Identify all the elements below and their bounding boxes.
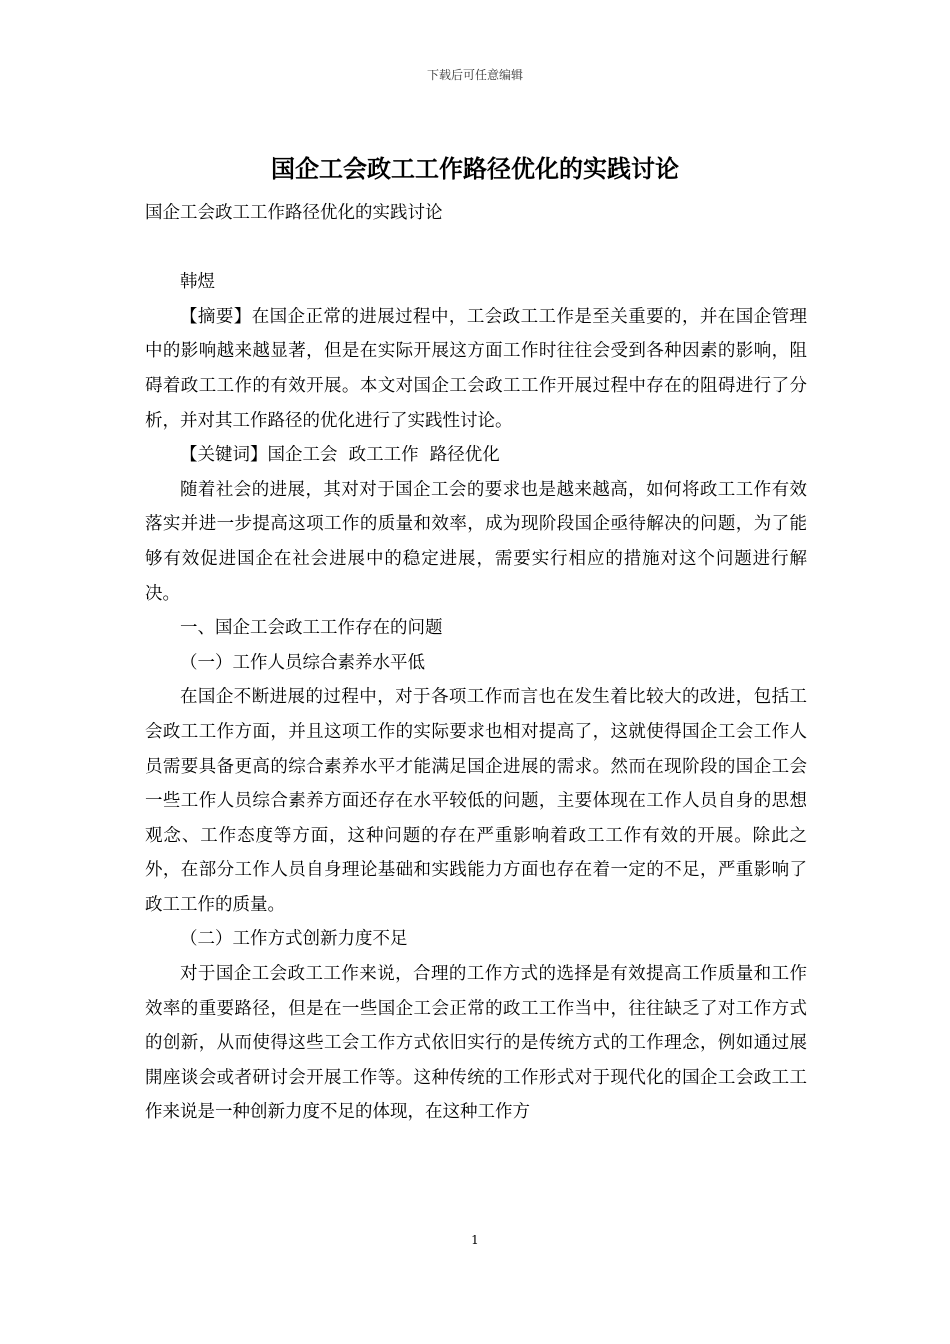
subsection-heading: （一）工作人员综合素养水平低 [180,652,425,673]
document-title: 国企工会政工工作路径优化的实践讨论 [271,154,679,183]
body-paragraph: 对于国企工会政工工作来说，合理的工作方式的选择是有效提高工作质量和工作效率的重要路径，但是在一些国企工会正常的政工工作当中，往往缺乏了对工作方式的创新，从而使得这些工会工作方式依旧实行的是传统方式的工作理念，例如通过展開座谈会或者研讨会开展工作等。这种传统的工作形式对于现代化的国企工会政工工作来说是一种创新力度不足的体现，在这种工作方 [145,964,807,1123]
abstract-paragraph: 【摘要】在国企正常的进展过程中，工会政工工作是至关重要的，并在国企管理中的影响越来越显著，但是在实际开展这方面工作时往往会受到各种因素的影响，阻碍着政工工作的有效开展。本文对国企工会政工工作开展过程中存在的阻碍进行了分析，并对其工作路径的优化进行了实践性讨论。 [145,306,807,431]
subtitle-line: 国企工会政工工作路径优化的实践讨论 [145,203,443,223]
keywords-line: 【关键词】国企工会 政工工作 路径优化 [180,445,500,466]
page-number: 1 [471,1233,479,1247]
body-paragraph: 在国企不断进展的过程中，对于各项工作而言也在发生着比较大的改进，包括工会政工工作方面，并且这项工作的实际要求也相对提高了，这就使得国企工会工作人员需要具备更高的综合素养水平才能满足国企进展的需求。然而在现阶段的国企工会一些工作人员综合素养方面还存在水平较低的问题，主要体现在工作人员自身的思想观念、工作态度等方面，这种问题的存在严重影响着政工工作有效的开展。除此之外，在部分工作人员自身理论基础和实践能力方面也存在着一定的不足，严重影响了政工工作的质量。 [145,687,807,915]
subsection-heading: （二）工作方式创新力度不足 [180,929,408,950]
author-line: 韩煜 [180,272,215,293]
header-note: 下载后可任意编辑 [426,68,523,82]
intro-paragraph: 随着社会的进展，其对对于国企工会的要求也是越来越高，如何将政工工作有效落实并进一步提高这项工作的质量和效率，成为现阶段国企亟待解决的问题，为了能够有效促进国企在社会进展中的稳定进展，需要实行相应的措施对这个问题进行解决。 [145,479,807,604]
section-heading: 一、国企工会政工工作存在的问题 [180,618,443,639]
document-body [145,196,807,1130]
